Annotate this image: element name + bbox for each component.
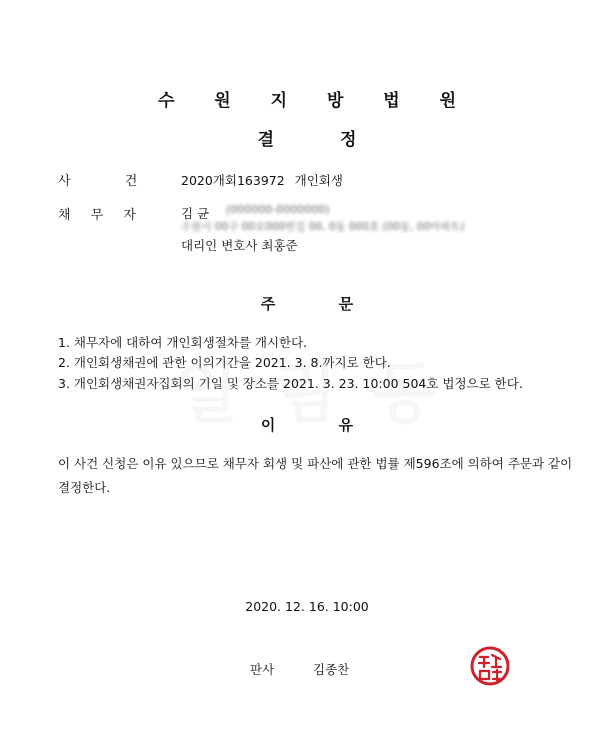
- document-title: 결 정: [257, 130, 357, 150]
- reason-text: 이 사건 신청은 이유 있으므로 채무자 회생 및 파산에 관한 법률 제596조에 의하여 주문과 같이 결정한다.: [58, 456, 573, 495]
- court-seal-icon: [470, 645, 510, 687]
- order-title: 주 문: [260, 295, 354, 313]
- order-item-2: 2. 개인회생채권에 관한 이의기간을 2021. 3. 8.까지로 한다.: [58, 355, 391, 370]
- debtor-representative: 대리인 변호사 최홍준: [181, 238, 298, 253]
- court-name: 수 원 지 방 법 원: [157, 91, 474, 111]
- decision-date: 2020. 12. 16. 10:00: [245, 599, 369, 614]
- reason-title: 이 유: [260, 416, 354, 434]
- debtor-id-number: (000000-0000000): [226, 203, 330, 216]
- order-item-1: 1. 채무자에 대하여 개인회생절차를 개시한다.: [58, 335, 308, 350]
- judge-title: 판사: [250, 662, 275, 677]
- debtor-label: 채 무 자: [58, 208, 136, 223]
- debtor-address: 수원시 00구 00로000번길 00, 0동 000호 (00동, 00아파트): [181, 221, 465, 233]
- order-item-3: 3. 개인회생채권자집회의 기일 및 장소를 2021. 3. 23. 10:00 504호 법정으로 한다.: [58, 376, 523, 391]
- judge-name: 김종찬: [313, 662, 350, 677]
- case-label: 사 건: [58, 174, 138, 189]
- case-value: 2020개회163972 개인회생: [181, 173, 343, 188]
- debtor-name: 김 균: [181, 206, 210, 221]
